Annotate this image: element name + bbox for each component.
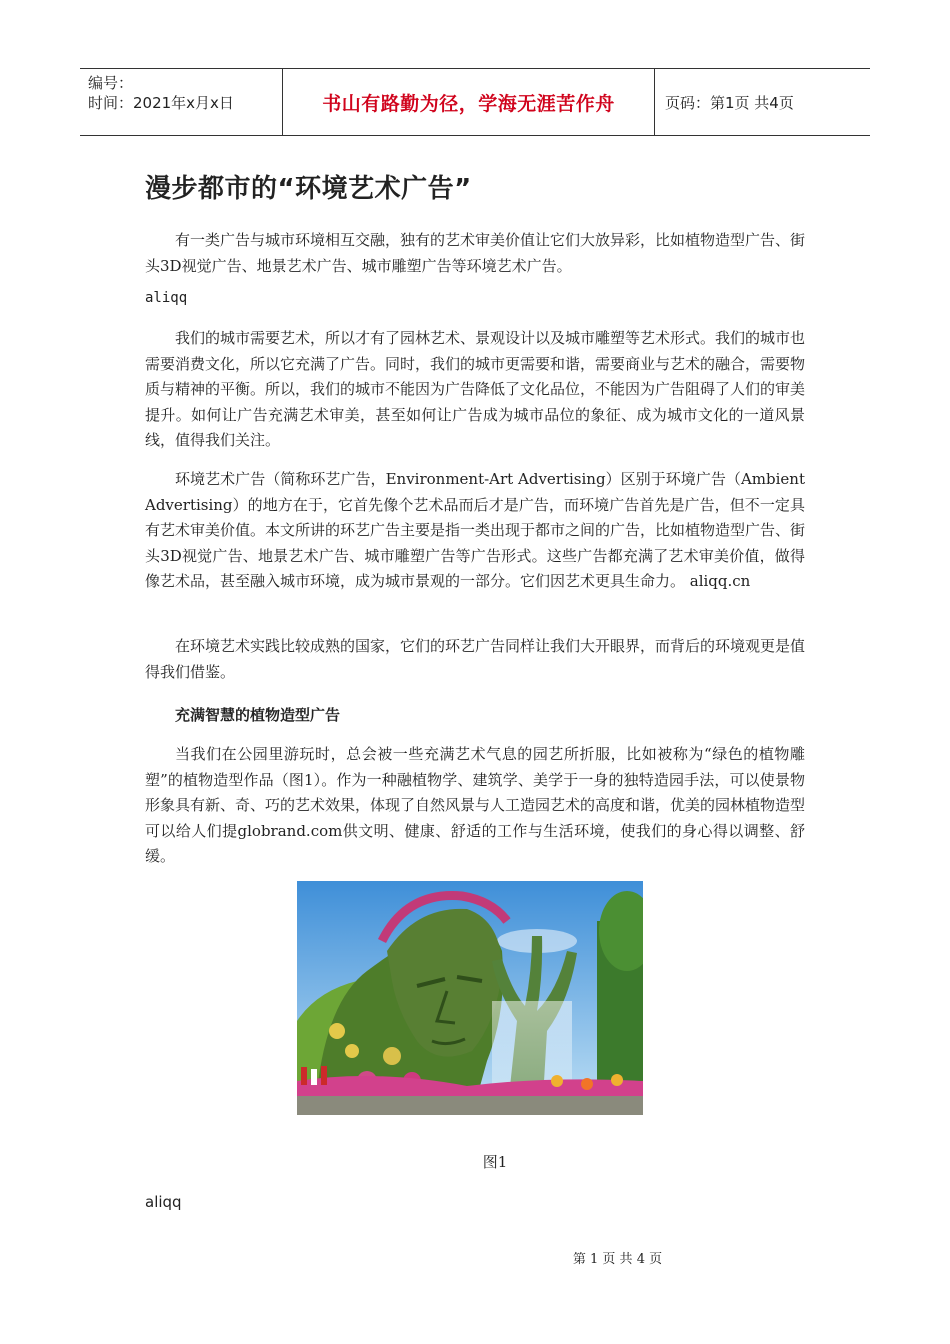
source-mark-1: aliqq bbox=[145, 290, 188, 306]
footer-page-number: 第 1 页 共 4 页 bbox=[572, 1252, 663, 1267]
header-motto: 书山有路勤为径，学海无涯苦作舟 bbox=[282, 69, 655, 135]
paragraph-5: 当我们在公园里游玩时，总会被一些充满艺术气息的园艺所折服，比如被称为“绿色的植物雕塑”的植物造型作品（图1）。作为一种融植物学、建筑学、美学于一身的独特造园手法，可以使景物形象具有新、奇、巧的艺术效果，体现了自然风景与人工造园艺术的高度和谐，优美的园林植物造型可以给人们提globrand.com供文明、健康、舒适的工作与生活环境，使我们的身心得以调整、舒缓。 bbox=[145, 745, 806, 865]
paragraph-2: 我们的城市需要艺术，所以才有了园林艺术、景观设计以及城市雕塑等艺术形式。我们的城市也需要消费文化，所以它充满了广告。同时，我们的城市更需要和谐，需要商业与艺术的融合，需要物质与精神的平衡。所以，我们的城市不能因为广告降低了文化品位，不能因为广告阻碍了人们的审美提升。如何让广告充满艺术审美，甚至如何让广告成为城市品位的象征、成为城市文化的一道风景线，值得我们关注。 bbox=[145, 329, 806, 449]
figure-caption: 图1 bbox=[482, 1153, 508, 1171]
source-mark-2: aliqq bbox=[145, 1193, 182, 1211]
plant-sculpture-image bbox=[297, 881, 643, 1115]
figure-1-plant-sculpture-photo bbox=[297, 881, 643, 1115]
paragraph-4: 在环境艺术实践比较成熟的国家，它们的环艺广告同样让我们大开眼界，而背后的环境观更是值得我们借鉴。 bbox=[145, 637, 806, 681]
header-meta bbox=[80, 69, 282, 135]
header-page-label: 页码：第1页 共4页 bbox=[665, 93, 794, 112]
time-label: 时间：2021年x月x日 bbox=[88, 94, 234, 112]
article-title: 漫步都市的“环境艺术广告” bbox=[145, 174, 472, 204]
paragraph-1: 有一类广告与城市环境相互交融，独有的艺术审美价值让它们大放异彩，比如植物造型广告、街头3D视觉广告、地景艺术广告、城市雕塑广告等环境艺术广告。 bbox=[145, 231, 806, 275]
section-heading: 充满智慧的植物造型广告 bbox=[175, 706, 341, 724]
number-label: 编号： bbox=[88, 74, 134, 92]
page-header bbox=[80, 68, 870, 136]
paragraph-3: 环境艺术广告（简称环艺广告，Environment-Art Advertising）区别于环境广告（Ambient Advertising）的地方在于，它首先像个艺术品而后才是广告，而环境广告首先是广告，但不一定具有艺术审美价值。本文所讲的环艺广告主要是指一类出现于都市之间的广告，比如植物造型广告、街头3D视觉广告、地景艺术广告、城市雕塑广告等广告形式。这些广告都充满了艺术审美价值，做得像艺术品，甚至融入城市环境，成为城市景观的一部分。它们因艺术更具生命力。 aliqq.cn bbox=[145, 470, 806, 590]
